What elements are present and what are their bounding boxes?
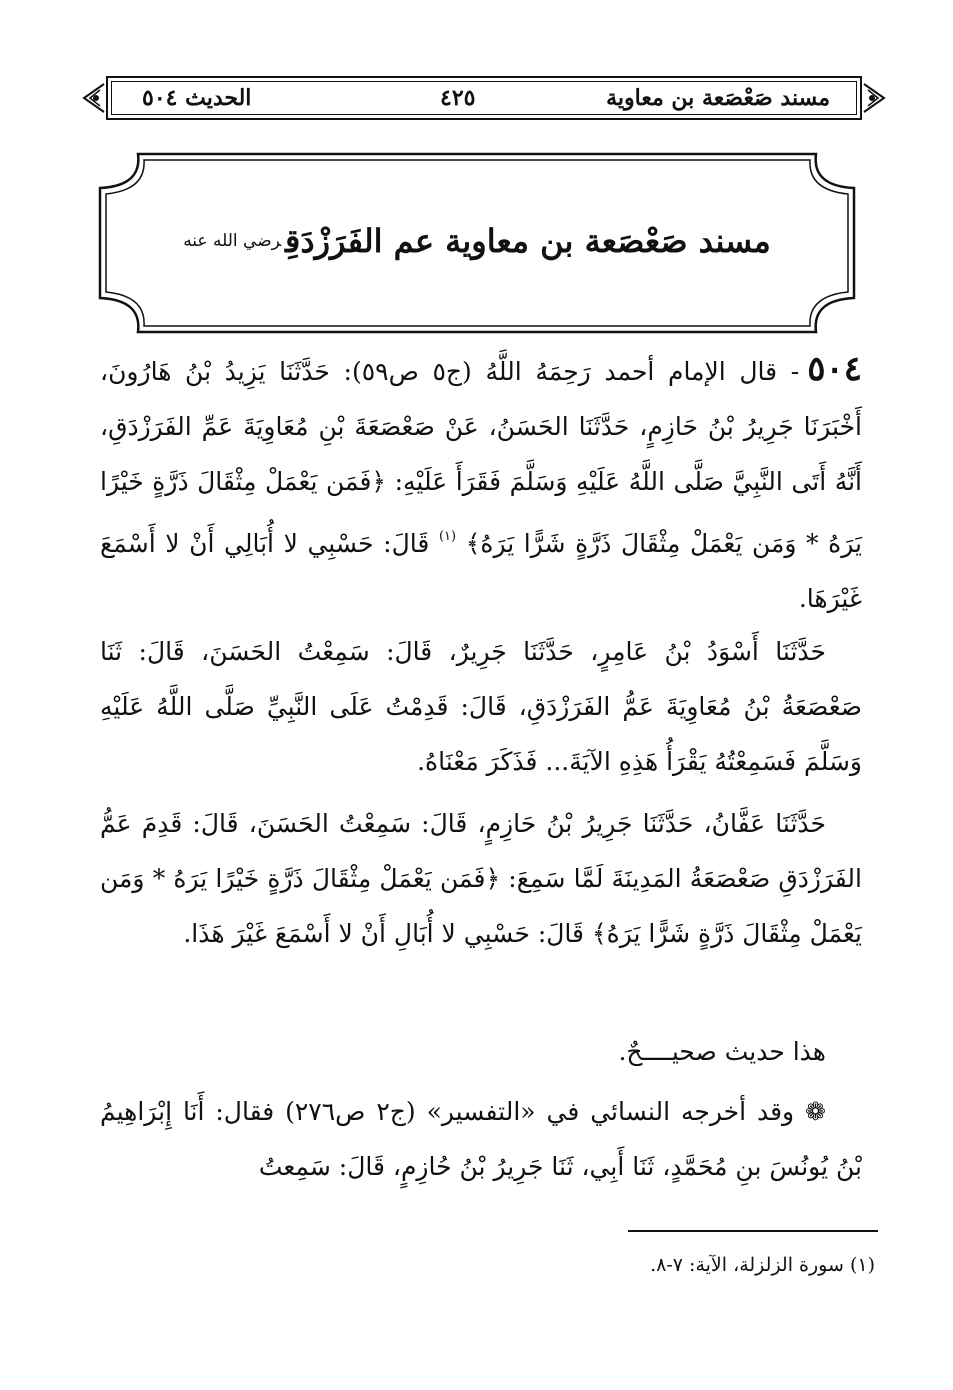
ornament-left-icon bbox=[80, 82, 106, 114]
footnote-separator bbox=[628, 1230, 878, 1232]
nasai-text: وقد أخرجه النسائي في «التفسير» (ج٢ ص٢٧٦) فقال: أَنَا إِبْرَاهِيمُ بْنُ يُونُسَ بنِ مُحَمَّدٍ، ثَنَا أَبِي، ثَنَا جَرِيرُ بْنُ حُازِمٍ، قَالَ: سَمِعتُ bbox=[100, 1097, 862, 1181]
header-chapter-title: مسند صَعْصَعة بن معاوية bbox=[606, 85, 830, 111]
hadith-text: - قال الإمام أحمد رَحِمَهُ اللَّهُ (ج٥ ص٥٩): حَدَّثَنَا يَزِيدُ بْنُ هَارُونَ، أَخْبَرَنَا جَرِيرُ بْنُ حَازِمٍ، حَدَّثَنَا الحَسَنُ، عَنْ صَعْصَعَةَ بْنِ مُعَاوِيَةَ عَمِّ الفَرَزْدَقِ، أَنَّهُ أَتَى النَّبِيَّ صَلَّى اللَّهُ عَلَيْهِ وَسَلَّمَ فَقَرَأَ عَلَيْهِ: ﴿فَمَن يَعْمَلْ مِثْقَالَ ذَرَّةٍ خَيْرًا يَرَهُ * وَمَن يَعْمَلْ مِثْقَالَ ذَرَّةٍ شَرًّا يَرَهُ﴾ bbox=[100, 357, 863, 558]
hadith-paragraph-1 bbox=[100, 342, 862, 626]
footnote-marker: (١) bbox=[438, 529, 457, 544]
hadith-number: ٥٠٤ bbox=[807, 349, 863, 389]
verdict-text: هذا حديث صحيــــحٌ. bbox=[618, 1037, 826, 1066]
chapter-title bbox=[96, 222, 858, 260]
hadith-text-tail: قَالَ: حَسْبِي لا أُبَالِي أَنْ لا أَسْمَعَ غَيْرَهَا. bbox=[100, 529, 862, 613]
honorific-mark: رضي الله عنه bbox=[183, 231, 282, 251]
page-header bbox=[80, 76, 892, 120]
chapter-title-text: مسند صَعْصَعة بن معاوية عم الفَرَزْدَقِ bbox=[285, 222, 771, 260]
chapter-title-box bbox=[96, 150, 858, 336]
header-hadith-number: الحديث ٥٠٤ bbox=[142, 85, 252, 111]
hadith-paragraph-2 bbox=[100, 624, 862, 789]
hadith-paragraph-3 bbox=[100, 796, 862, 961]
footnote: (١) سورة الزلزلة، الآية: ٧-٨. bbox=[650, 1254, 875, 1276]
chain-text-2: حَدَّثَنَا أَسْوَدُ بْنُ عَامِرٍ، حَدَّثَنَا جَرِيرٌ، قَالَ: سَمِعْتُ الحَسَنَ، قَالَ: ثَنَا صَعْصَعَةُ بْنُ مُعَاوِيَةَ عَمُّ الفَرَزْدَقِ، قَالَ: قَدِمْتُ عَلَى النَّبِيِّ صَلَّى اللَّهُ عَلَيْهِ وَسَلَّمَ فَسَمِعْتُهُ يَقْرَأُ هَذِهِ الآيَةَ... فَذَكَرَ مَعْنَاهُ. bbox=[100, 637, 862, 776]
chain-text-3: حَدَّثَنَا عَفَّانُ، حَدَّثَنَا جَرِيرُ بْنُ حَازِمٍ، قَالَ: سَمِعْتُ الحَسَنَ، قَالَ: قَدِمَ عَمُّ الفَرَزْدَقِ صَعْصَعَةُ المَدِينَةَ لَمَّا سَمِعَ: ﴿فَمَن يَعْمَلْ مِثْقَالَ ذَرَّةٍ خَيْرًا يَرَهُ * وَمَن يَعْمَلْ مِثْقَالَ ذَرَّةٍ شَرًّا يَرَهُ﴾ قَالَ: حَسْبِي لا أُبَالِ أَنْ لا أَسْمَعَ غَيْرَ هَذَا. bbox=[100, 809, 862, 948]
hadith-verdict bbox=[100, 1024, 862, 1079]
page-number: ٤٢٥ bbox=[440, 85, 476, 111]
ornament-right-icon bbox=[862, 82, 888, 114]
hadith-paragraph-5 bbox=[100, 1084, 862, 1194]
flower-icon: ❁ bbox=[794, 1097, 826, 1126]
